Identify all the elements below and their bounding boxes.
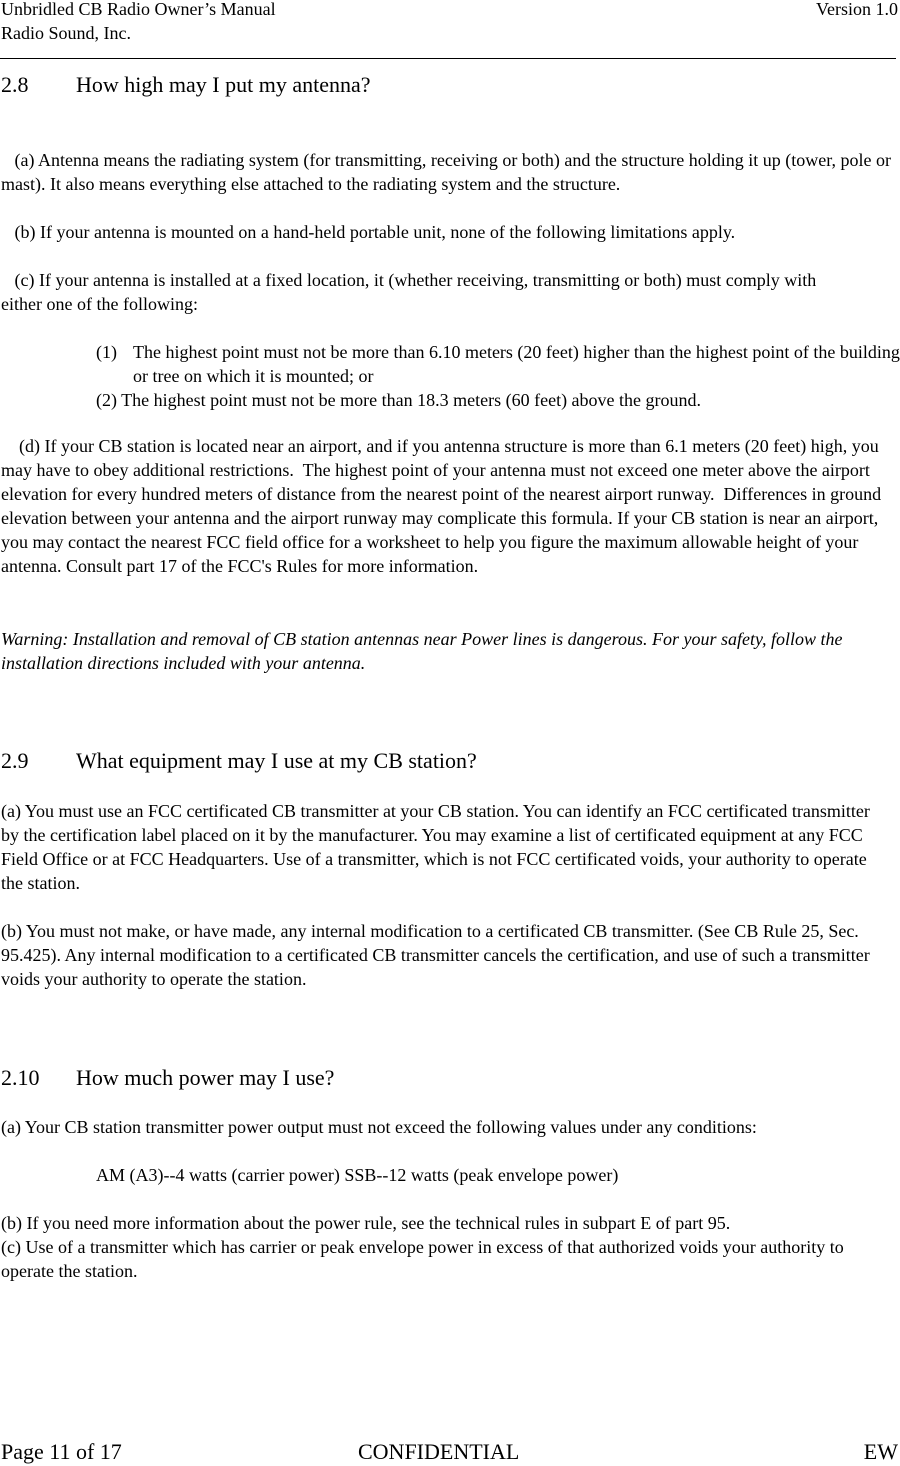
section-2-9-title: What equipment may I use at my CB station? bbox=[76, 748, 477, 773]
header-manual-title: Unbridled CB Radio Owner’s Manual bbox=[1, 0, 276, 19]
list-item-1-number: (1) bbox=[96, 342, 117, 362]
list-item-2: (2) The highest point must not be more than 18.3 meters (60 feet) above the ground. bbox=[96, 390, 702, 410]
section-2-10-para-b: (b) If you need more information about the power rule, see the technical rules in subpart E of part 95. bbox=[1, 1213, 731, 1233]
section-2-9-para-b: (b) You must not make, or have made, any internal modification to a certificated CB transmitter. (See CB Rule 25, Sec. 95.425). Any internal modification to a certificated CB transmitter cancels the certification, and use of such a transmitter voids your authority to operate the station. bbox=[1, 921, 870, 989]
power-limits: AM (A3)--4 watts (carrier power) SSB--12 watts (peak envelope power) bbox=[96, 1165, 619, 1185]
footer-initials: EW bbox=[863, 1439, 898, 1464]
header-version: Version 1.0 bbox=[816, 0, 898, 19]
section-2-8-para-d: (d) If your CB station is located near an airport, and if you antenna structure is more than 6.1 meters (20 feet) high, you may have to obey additional restrictions. The highest point of your antenna must not exceed one meter above the airport elevation for every hundred meters of distance from the nearest point of the nearest airport runway. Differences in ground elevation between your antenna and the airport runway may complicate this formula. If your CB station is near an airport, you may contact the nearest FCC field office for a worksheet to help you figure the maximum allowable height of your antenna. Consult part 17 of the FCC's Rules for more information. bbox=[1, 436, 886, 576]
header-separator bbox=[0, 58, 896, 59]
header-company: Radio Sound, Inc. bbox=[1, 23, 131, 43]
footer-page-number: Page 11 of 17 bbox=[1, 1439, 122, 1464]
section-2-8-para-a: (a) Antenna means the radiating system (for transmitting, receiving or both) and the structure holding it up (tower, pole or mast). It also means everything else attached to the radiating system and the structure. bbox=[1, 150, 896, 194]
section-2-8-title: How high may I put my antenna? bbox=[76, 72, 371, 97]
list-item-1-text: The highest point must not be more than 6.10 meters (20 feet) higher than the highest point of the building or tree on which it is mounted; or bbox=[133, 342, 900, 386]
section-2-8-warning: Warning: Installation and removal of CB station antennas near Power lines is dangerous. For your safety, follow the installation directions included with your antenna. bbox=[1, 629, 843, 673]
section-2-10-number: 2.10 bbox=[1, 1065, 40, 1090]
section-2-8-number: 2.8 bbox=[1, 72, 29, 97]
section-2-8-para-c: (c) If your antenna is installed at a fixed location, it (whether receiving, transmitting or both) must comply with either one of the following: bbox=[1, 270, 821, 314]
section-2-8-para-b: (b) If your antenna is mounted on a hand-held portable unit, none of the following limitations apply. bbox=[1, 222, 736, 242]
section-2-9-number: 2.9 bbox=[1, 748, 29, 773]
section-2-10-para-c: (c) Use of a transmitter which has carrier or peak envelope power in excess of that authorized voids your authority to operate the station. bbox=[1, 1237, 844, 1281]
section-2-10-para-a: (a) Your CB station transmitter power output must not exceed the following values under any conditions: bbox=[1, 1117, 757, 1137]
footer-confidential: CONFIDENTIAL bbox=[358, 1439, 520, 1464]
section-2-10-title: How much power may I use? bbox=[76, 1065, 335, 1090]
section-2-9-para-a: (a) You must use an FCC certificated CB transmitter at your CB station. You can identify an FCC certificated transmitter by the certification label placed on it by the manufacturer. You may examine a list of certificated equipment at any FCC Field Office or at FCC Headquarters. Use of a transmitter, which is not FCC certificated voids, your authority to operate the station. bbox=[1, 801, 870, 893]
